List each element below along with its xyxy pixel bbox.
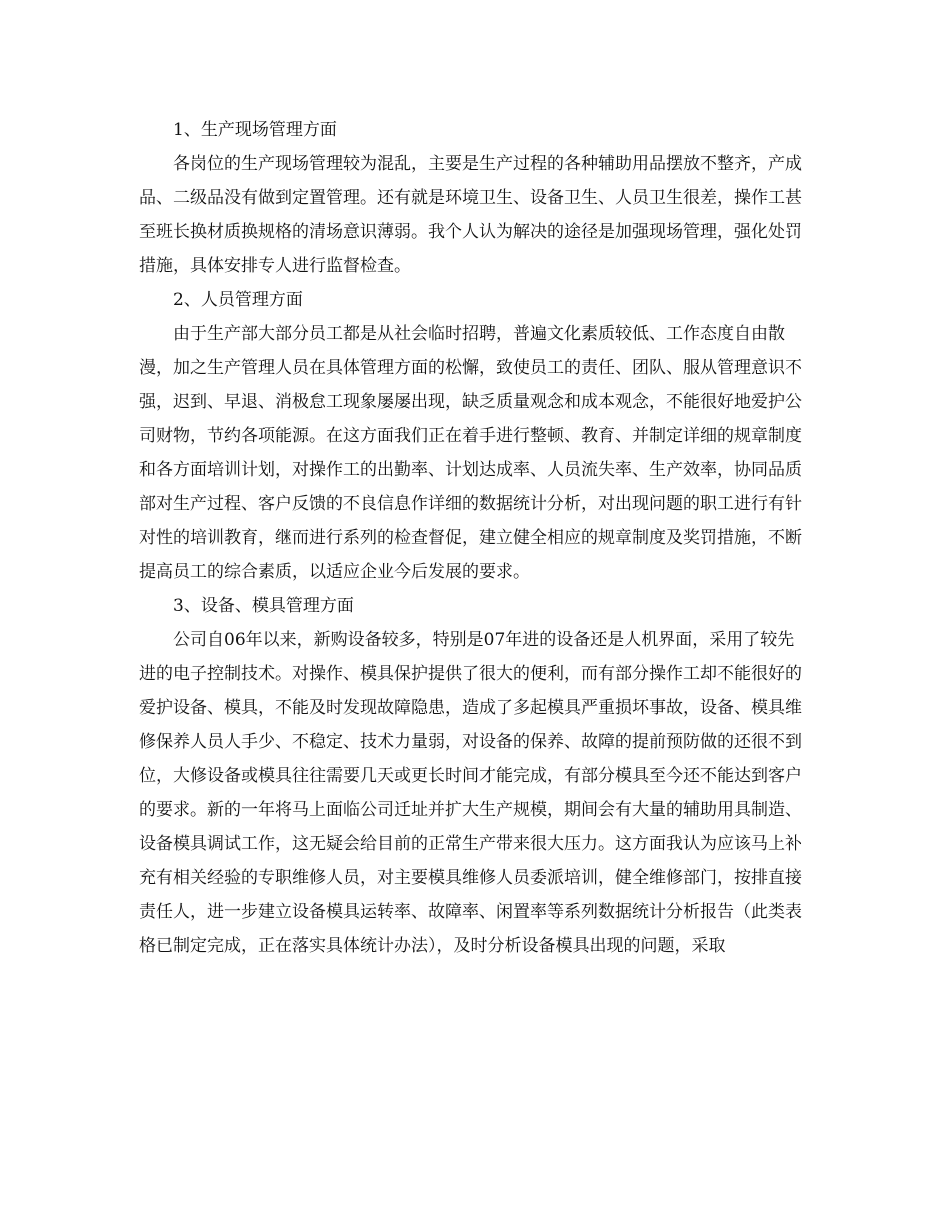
- section-heading-3: 3、设备、模具管理方面: [173, 596, 354, 616]
- document-body: [139, 113, 811, 963]
- section-paragraph-3: 公司自06年以来，新购设备较多，特别是07年进的设备还是人机界面，采用了较先进的电子控制技术。对操作、模具保护提供了很大的便利，而有部分操作工却不能很好的爱护设备、模具，不能及时发现故障隐患，造成了多起模具严重损坏事故，设备、模具维修保养人员人手少、不稳定、技术力量弱，对设备的保养、故障的提前预防做的还很不到位，大修设备或模具往往需要几天或更长时间才能完成，有部分模具至今还不能达到客户的要求。新的一年将马上面临公司迁址并扩大生产规模，期间会有大量的辅助用具制造、设备模具调试工作，这无疑会给目前的正常生产带来很大压力。这方面我认为应该马上补充有相关经验的专职维修人员，对主要模具维修人员委派培训，健全维修部门，按排直接责任人，进一步建立设备模具运转率、故障率、闲置率等系列数据统计分析报告（此类表格已制定完成，正在落实具体统计办法），及时分析设备模具出现的问题，采取: [139, 630, 802, 956]
- section-heading-1: 1、生产现场管理方面: [173, 120, 337, 140]
- section-paragraph-1: 各岗位的生产现场管理较为混乱，主要是生产过程的各种辅助用品摆放不整齐，产成品、二级品没有做到定置管理。还有就是环境卫生、设备卫生、人员卫生很差，操作工甚至班长换材质换规格的清场意识薄弱。我个人认为解决的途径是加强现场管理，强化处罚措施，具体安排专人进行监督检查。: [139, 154, 802, 276]
- section-paragraph-2: 由于生产部大部分员工都是从社会临时招聘，普遍文化素质较低、工作态度自由散漫，加之生产管理人员在具体管理方面的松懈，致使员工的责任、团队、服从管理意识不强，迟到、早退、消极怠工现象屡屡出现，缺乏质量观念和成本观念，不能很好地爱护公司财物，节约各项能源。在这方面我们正在着手进行整顿、教育、并制定详细的规章制度和各方面培训计划，对操作工的出勤率、计划达成率、人员流失率、生产效率，协同品质部对生产过程、客户反馈的不良信息作详细的数据统计分析，对出现问题的职工进行有针对性的培训教育，继而进行系列的检查督促，建立健全相应的规章制度及奖罚措施，不断提高员工的综合素质，以适应企业今后发展的要求。: [139, 324, 802, 582]
- section-heading-2: 2、人员管理方面: [173, 290, 303, 310]
